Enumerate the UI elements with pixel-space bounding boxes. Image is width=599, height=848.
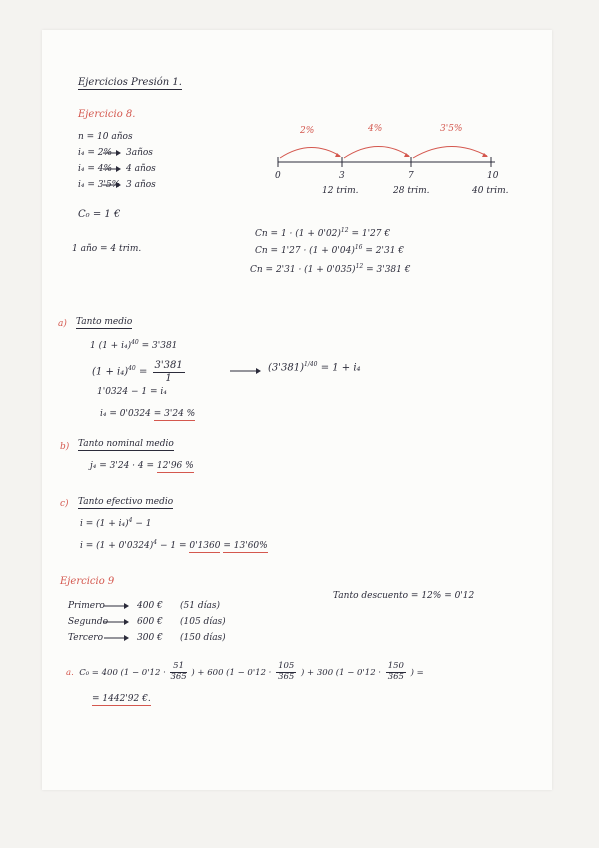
curved-arrow-3 [413, 146, 487, 158]
cn-line-3: $Cn = 2'31 \cdot (1 + 0'035)^{12} = 3'381$ € [250, 263, 411, 275]
timeline-trim-label: 40 trim. [472, 186, 509, 196]
part-a-title: Tanto medio [76, 317, 133, 327]
part-b-title: Tanto nominal medio [78, 439, 174, 449]
curved-arrow-2 [344, 146, 409, 158]
given-n: n = 10 años [78, 132, 133, 142]
part-b-line: j₄ = 3'24 · 4 = 12'96 % [90, 461, 194, 471]
exercise-8-title: Ejercicio 8. [78, 109, 136, 120]
timeline-tick-label: 10 [487, 171, 499, 181]
timeline-trim-label: 12 trim. [322, 186, 359, 196]
part-a-line-1: 1 $(1 + i_4)^{40} = 3'381$ [90, 339, 178, 351]
discount-result: = 1442'92 €. [92, 694, 151, 704]
row-2-name: Segundo [68, 617, 109, 627]
part-a-line-4: i₄ = 0'0324 = 3'24 % [100, 409, 196, 419]
timeline-rate-1: 2% [300, 126, 315, 136]
part-c-line-1: $i = (1 + i_4)^4 - 1$ [80, 517, 152, 529]
given-rate-2: i₄ = 4% [78, 164, 113, 174]
part-c-title: Tanto efectivo medio [78, 497, 174, 507]
discount-rate: Tanto descuento = 12% = 0'12 [333, 591, 475, 601]
part-c-label: c) [60, 499, 69, 509]
timeline-tick-label: 0 [275, 171, 281, 181]
row-3-amount: 300 € [137, 633, 163, 643]
part-a-line-2b: $(3'381)^{1/40} = 1 + i_4$ [268, 361, 361, 374]
row-3-days: (150 días) [180, 633, 226, 643]
curved-arrow-1 [280, 147, 340, 158]
page-title: Ejercicios Presión 1. [78, 77, 182, 88]
part-a-line-2: $(1 + i_4)^{40}$ = $\frac{3'381}{1}$ [92, 360, 183, 384]
row-1-name: Primero [68, 601, 105, 611]
duration-3: 3 años [126, 180, 156, 190]
duration-2: 4 años [126, 164, 156, 174]
timeline-rate-3: 3'5% [440, 124, 463, 134]
row-3-name: Tercero [68, 633, 104, 643]
row-1-days: (51 días) [180, 601, 220, 611]
given-rate-3: i₄ = 3'5% [78, 180, 121, 190]
timeline-trim-label: 28 trim. [393, 186, 430, 196]
discount-formula: a. C₀ = 400 (1 − 0'12 · $\frac{51}{365}$ ) + 600 (1 − 0'12 · $\frac{105}{365}$ ) + 300 (1 − 0'12 · $\frac{150}{365}$ ) = [66, 661, 424, 682]
row-2-amount: 600 € [137, 617, 163, 627]
timeline-tick-label: 7 [408, 171, 414, 181]
timeline-rate-2: 4% [368, 124, 383, 134]
duration-1: 3años [126, 148, 153, 158]
part-a-label: a) [58, 319, 67, 329]
initial-capital: C₀ = 1 € [78, 209, 121, 220]
row-1-amount: 400 € [137, 601, 163, 611]
cn-line-2: $Cn = 1'27 \cdot (1 + 0'04)^{16} = 2'31$ € [255, 244, 405, 256]
given-rate-1: i₄ = 2% [78, 148, 113, 158]
part-c-line-2: $i = (1 + 0'0324)^4 - 1 = 0'1360 = 13'60\%$ [80, 539, 268, 551]
cn-line-1: $Cn = 1 \cdot (1 + 0'02)^{12} = 1'27$ € [255, 227, 391, 239]
exercise-9-title: Ejercicio 9 [60, 576, 115, 587]
year-quarters: 1 año = 4 trim. [72, 244, 142, 254]
row-2-days: (105 días) [180, 617, 226, 627]
part-b-label: b) [60, 442, 70, 452]
timeline-tick-label: 3 [339, 171, 345, 181]
part-a-line-3: 1'0324 − 1 = i₄ [97, 387, 167, 397]
